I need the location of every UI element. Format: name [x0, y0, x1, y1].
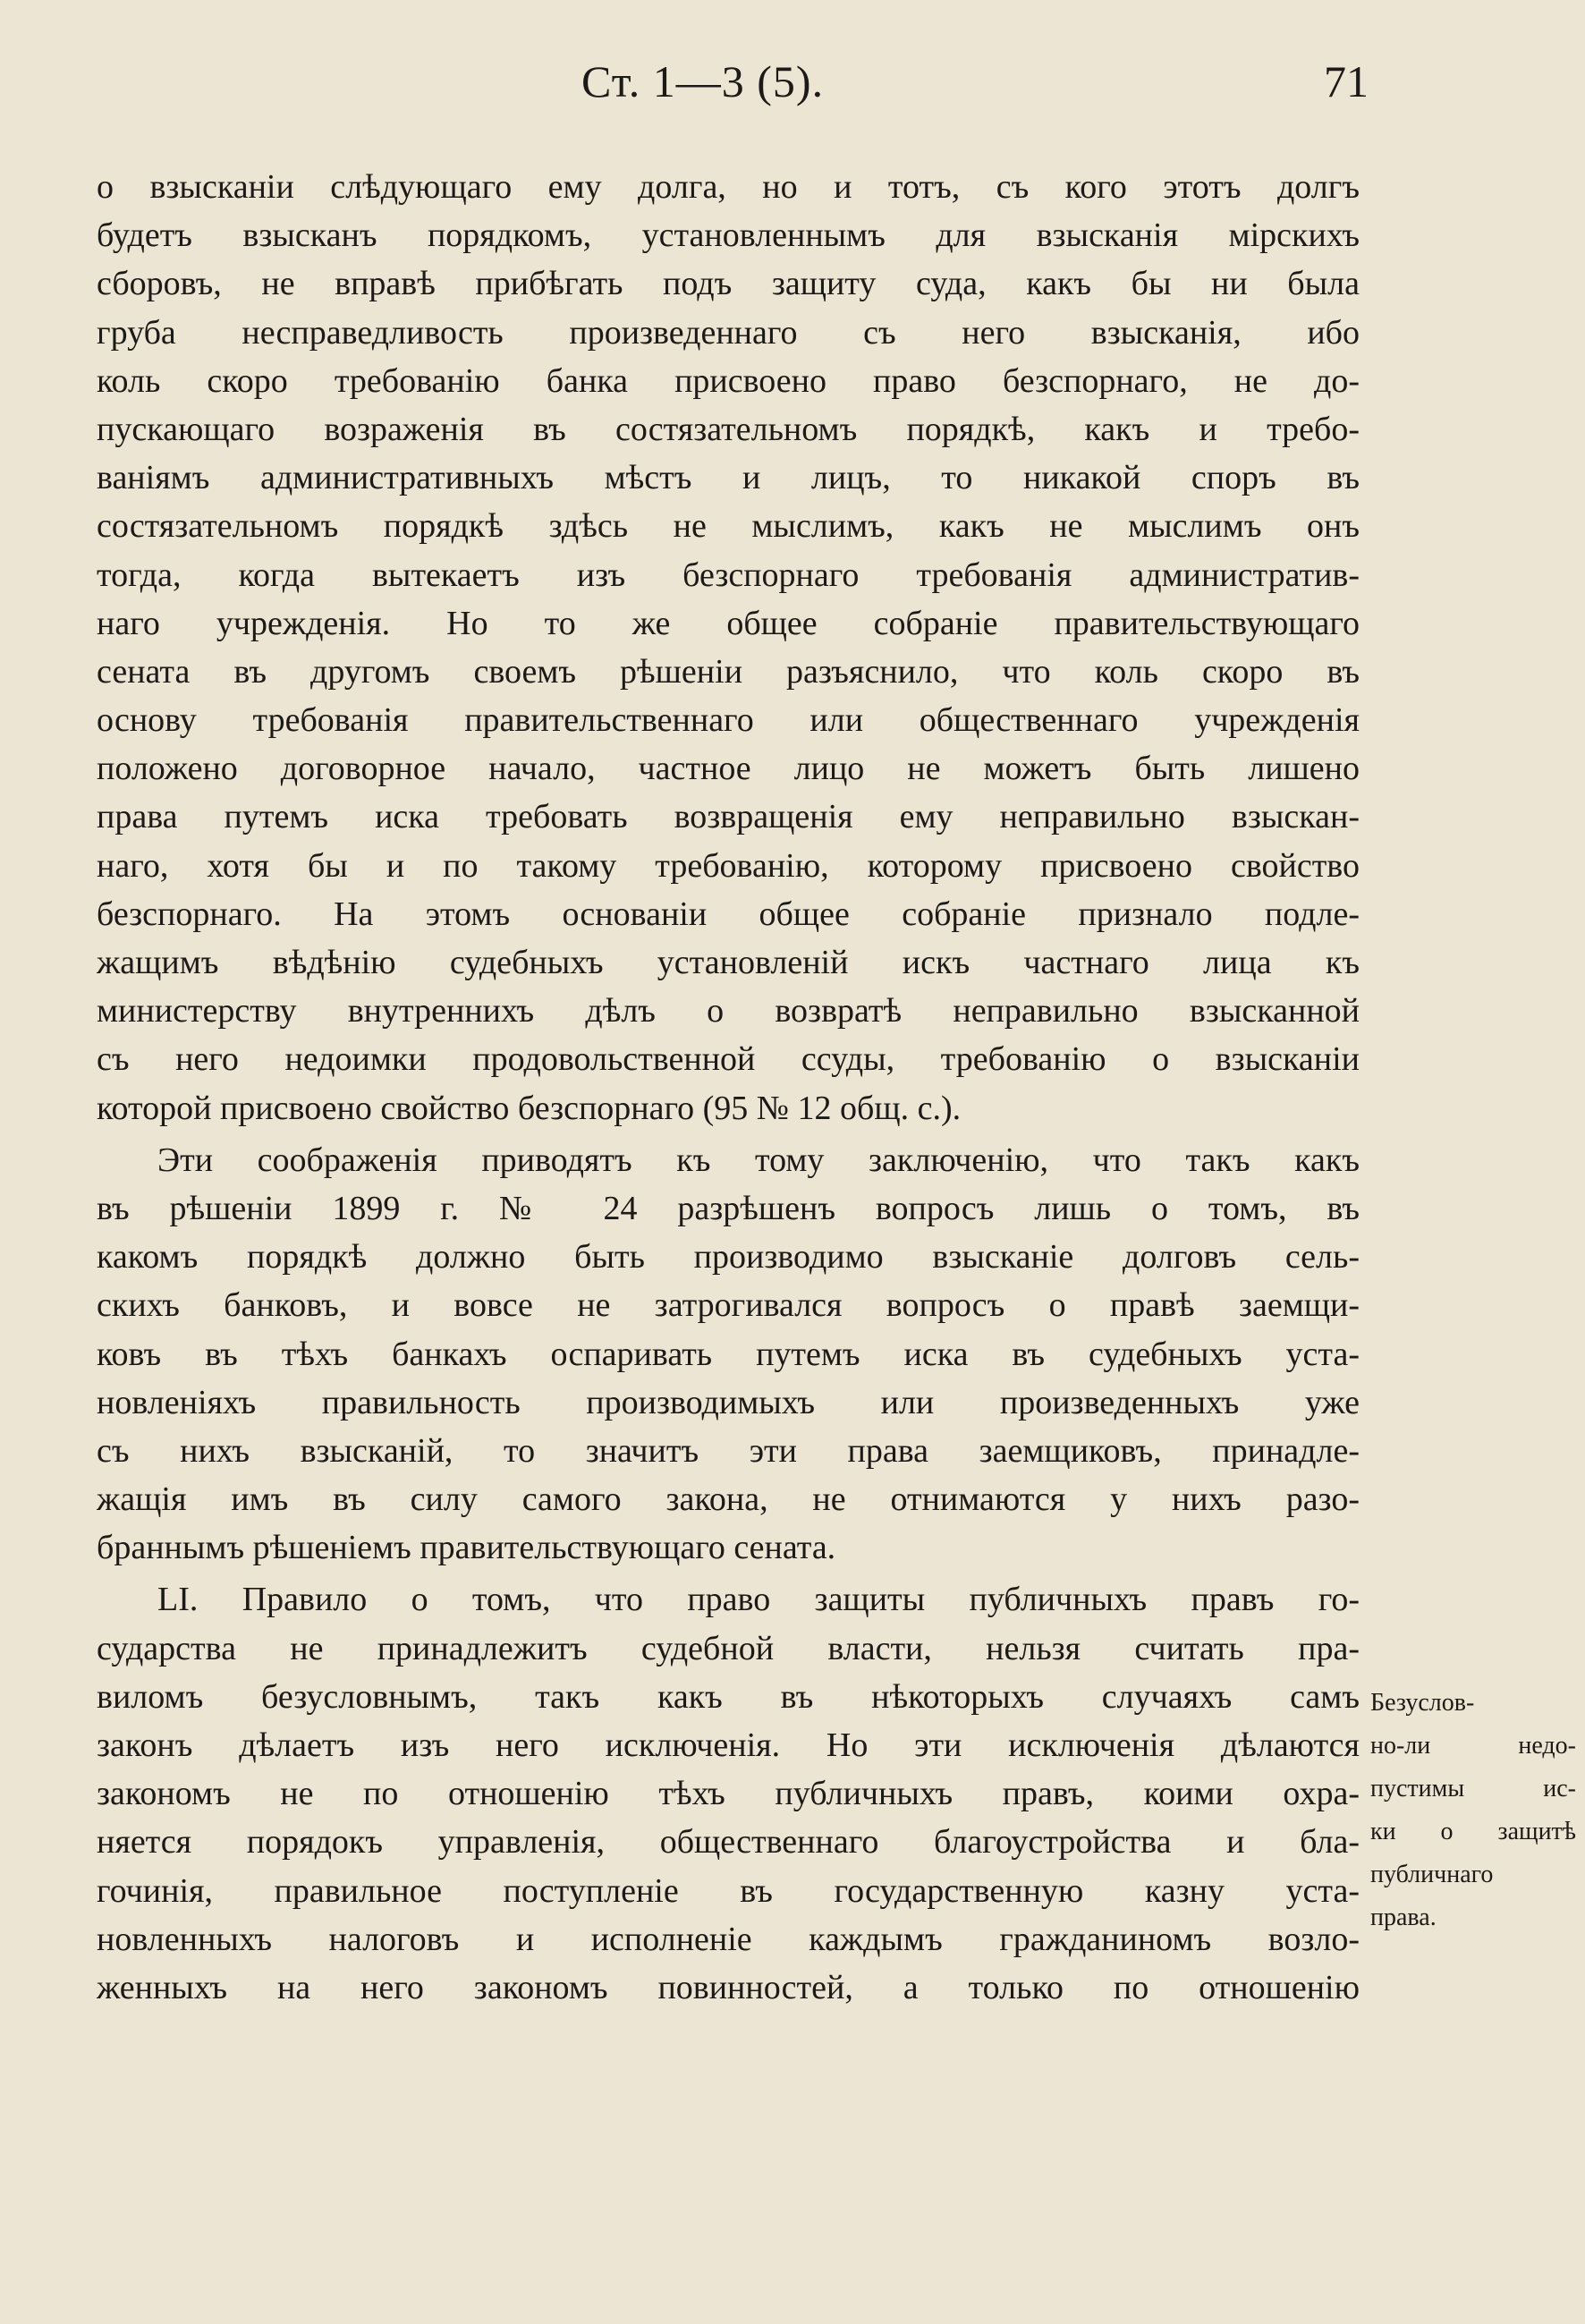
text-line: ковъ въ тѣхъ банкахъ оспаривать путемъ иска въ судебныхъ уста-	[97, 1335, 1360, 1373]
text-line: новленіяхъ правильность производимыхъ или произведенныхъ уже	[97, 1383, 1360, 1421]
text-line: груба несправедливость произведеннаго съ него взысканія, ибо	[97, 313, 1360, 352]
margin-note-line: ки о защитѣ	[1370, 1818, 1576, 1845]
margin-note-line: права.	[1370, 1904, 1437, 1931]
main-text	[97, 163, 1360, 2012]
text-line: коль скоро требованію банка присвоено право безспорнаго, не до-	[97, 361, 1360, 400]
text-line: какомъ порядкѣ должно быть производимо взысканіе долговъ сель-	[97, 1238, 1360, 1277]
text-line: будетъ взысканъ порядкомъ, установленнымъ для взысканія мірскихъ	[97, 216, 1360, 255]
text-line: скихъ банковъ, и вовсе не затрогивался вопросъ о правѣ заемщи-	[97, 1286, 1360, 1325]
text-line: виломъ безусловнымъ, такъ какъ въ нѣкоторыхъ случаяхъ самъ	[97, 1677, 1360, 1716]
text-line: о взысканіи слѣдующаго ему долга, но и тотъ, съ кого этотъ долгъ	[97, 168, 1360, 206]
text-line: наго, хотя бы и по такому требованію, которому присвоено свойство	[97, 846, 1360, 885]
text-line: законъ дѣлаетъ изъ него исключенія. Но эти исключенія дѣлаются	[97, 1726, 1360, 1764]
text-line: сената въ другомъ своемъ рѣшеніи разъяснило, что коль скоро въ	[97, 652, 1360, 691]
text-line: новленныхъ налоговъ и исполненіе каждымъ гражданиномъ возло-	[97, 1920, 1360, 1958]
text-line: въ рѣшеніи 1899 г. № 24 разрѣшенъ вопросъ лишь о томъ, въ	[97, 1189, 1360, 1227]
text-line: женныхъ на него закономъ повинностей, а только по отношенію	[97, 1968, 1360, 2006]
text-line: жащимъ вѣдѣнію судебныхъ установленій искъ частнаго лица къ	[97, 944, 1360, 981]
text-line: наго учрежденія. Но то же общее собраніе правительствующаго	[97, 604, 1360, 642]
text-line: тогда, когда вытекаетъ изъ безспорнаго требованія административ-	[97, 556, 1360, 594]
text-line: закономъ не по отношенію тѣхъ публичныхъ правъ, коими охра-	[97, 1775, 1360, 1813]
text-line: съ нихъ взысканій, то значитъ эти права заемщиковъ, принадле-	[97, 1431, 1360, 1470]
text-line: пускающаго возраженія въ состязательномъ порядкѣ, какъ и требо-	[97, 410, 1360, 448]
margin-note-line: Безуслов-	[1370, 1689, 1475, 1717]
page-header	[98, 55, 1369, 118]
text-line: браннымъ рѣшеніемъ правительствующаго сената.	[97, 1529, 836, 1567]
text-line: LI. Правило о томъ, что право защиты публичныхъ правъ го-	[157, 1581, 1360, 1619]
text-line: положено договорное начало, частное лицо не можетъ быть лишено	[97, 750, 1360, 788]
margin-note-line: публичнаго	[1370, 1861, 1494, 1888]
page-number: 71	[1324, 56, 1369, 106]
text-line: сборовъ, не вправѣ прибѣгать подъ защиту суда, какъ бы ни была	[97, 265, 1360, 303]
text-line: сударства не принадлежитъ судебной власти, нельзя считать пра-	[97, 1629, 1360, 1667]
margin-note-line: пустимы ис-	[1370, 1775, 1576, 1802]
text-line: основу требованія правительственнаго или общественнаго учрежденія	[97, 701, 1360, 740]
text-line: права путемъ иска требовать возвращенія ему неправильно взыскан-	[97, 798, 1360, 836]
paragraph	[97, 1136, 1360, 1573]
text-line: состязательномъ порядкѣ здѣсь не мыслимъ, какъ не мыслимъ онъ	[97, 507, 1360, 546]
text-line: ваніямъ административныхъ мѣстъ и лицъ, то никакой споръ въ	[97, 459, 1360, 497]
text-line: которой присвоено свойство безспорнаго (95 № 12 общ. с.).	[97, 1089, 962, 1127]
running-title: Ст. 1—3 (5).	[581, 56, 825, 106]
text-line: жащія имъ въ силу самого закона, не отнимаются у нихъ разо-	[97, 1480, 1360, 1519]
margin-note	[1370, 1682, 1576, 1939]
text-line: безспорнаго. На этомъ основаніи общее собраніе признало подле-	[97, 895, 1360, 933]
margin-note-line: но-ли недо-	[1370, 1732, 1576, 1760]
paragraph	[97, 163, 1360, 1132]
text-line: гочинія, правильное поступленіе въ государственную казну уста-	[97, 1871, 1360, 1910]
paragraph	[97, 1575, 1360, 2012]
text-line: Эти соображенія приводятъ къ тому заключенію, что такъ какъ	[157, 1141, 1360, 1179]
text-line: министерству внутреннихъ дѣлъ о возвратѣ неправильно взысканной	[97, 992, 1360, 1031]
text-line: съ него недоимки продовольственной ссуды, требованію о взысканіи	[97, 1040, 1360, 1079]
text-line: няется порядокъ управленія, общественнаго благоустройства и бла-	[97, 1823, 1360, 1862]
